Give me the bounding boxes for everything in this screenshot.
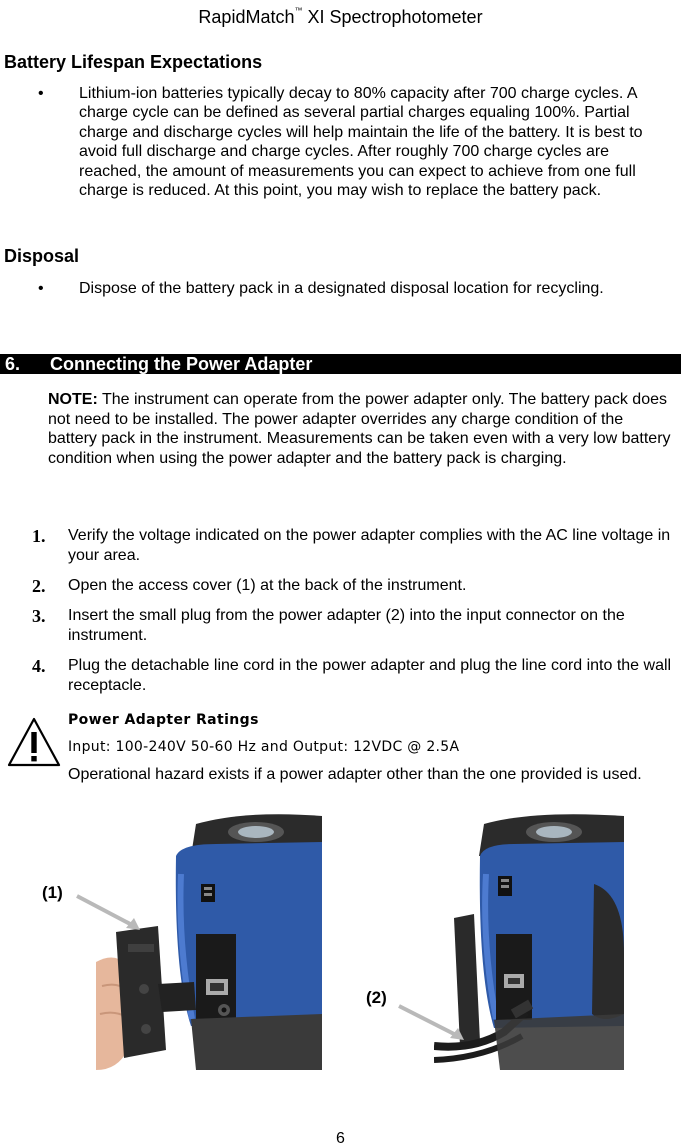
section-number: 6. xyxy=(5,354,21,374)
section-title: Connecting the Power Adapter xyxy=(50,354,313,374)
step-number: 2. xyxy=(32,576,46,596)
page-number: 6 xyxy=(336,1130,345,1147)
step-text: Open the access cover (1) at the back of the instrument. xyxy=(68,577,467,594)
step-text: Insert the small plug from the power adapter (2) into the input connector on the instrument. xyxy=(68,607,625,644)
step-number: 3. xyxy=(32,606,46,626)
photo-access-cover xyxy=(96,814,322,1070)
header-product: RapidMatch xyxy=(198,7,295,27)
callout-1: (1) xyxy=(42,883,63,902)
warning-spec: Input: 100-240V 50-60 Hz and Output: 12VDC @ 2.5A xyxy=(68,739,460,755)
battery-lifespan-heading: Battery Lifespan Expectations xyxy=(4,52,263,72)
warning-body: Operational hazard exists if a power adapter other than the one provided is used. xyxy=(68,766,642,783)
section-heading-bar xyxy=(0,354,681,374)
step-number: 4. xyxy=(32,656,46,676)
bullet-icon: • xyxy=(38,280,44,297)
battery-lifespan-text: Lithium-ion batteries typically decay to 80% capacity after 700 charge cycles. A charge cycle can be defined as several partial charges equaling 100%. Partial charge and discharge cycles will help maintain the life of the battery. It is best to avoid full discharge and charge cycles. After roughly 700 charge cycles are reached, the amount of measurements you can expect to achieve from one full charge is reduced. At this point, you may wish to replace the battery pack. xyxy=(79,85,643,200)
callout-arrow-2 xyxy=(396,1000,468,1050)
warning-title: Power Adapter Ratings xyxy=(68,712,259,728)
note-paragraph xyxy=(48,390,673,468)
disposal-text: Dispose of the battery pack in a designated disposal location for recycling. xyxy=(79,280,604,297)
bullet-icon: • xyxy=(38,85,44,102)
step-text: Plug the detachable line cord in the power adapter and plug the line cord into the wall receptacle. xyxy=(68,657,672,694)
warning-icon xyxy=(6,716,62,768)
callout-arrow-1 xyxy=(74,890,144,940)
header-trademark: ™ xyxy=(294,6,303,15)
step-number: 1. xyxy=(32,526,46,546)
callout-2: (2) xyxy=(366,988,387,1007)
page-header xyxy=(0,0,681,28)
note-label: NOTE: xyxy=(48,391,98,408)
header-product-suffix: XI Spectrophotometer xyxy=(302,7,483,27)
note-text: The instrument can operate from the power adapter only. The battery pack does not need to be installed. The power adapter overrides any charge condition of the battery pack in the instrument. Measurements can be taken even with a very low battery condition when using the power adapter and the battery pack is charging. xyxy=(48,391,671,467)
step-text: Verify the voltage indicated on the power adapter complies with the AC line voltage in your area. xyxy=(68,527,671,564)
disposal-heading: Disposal xyxy=(4,246,80,266)
